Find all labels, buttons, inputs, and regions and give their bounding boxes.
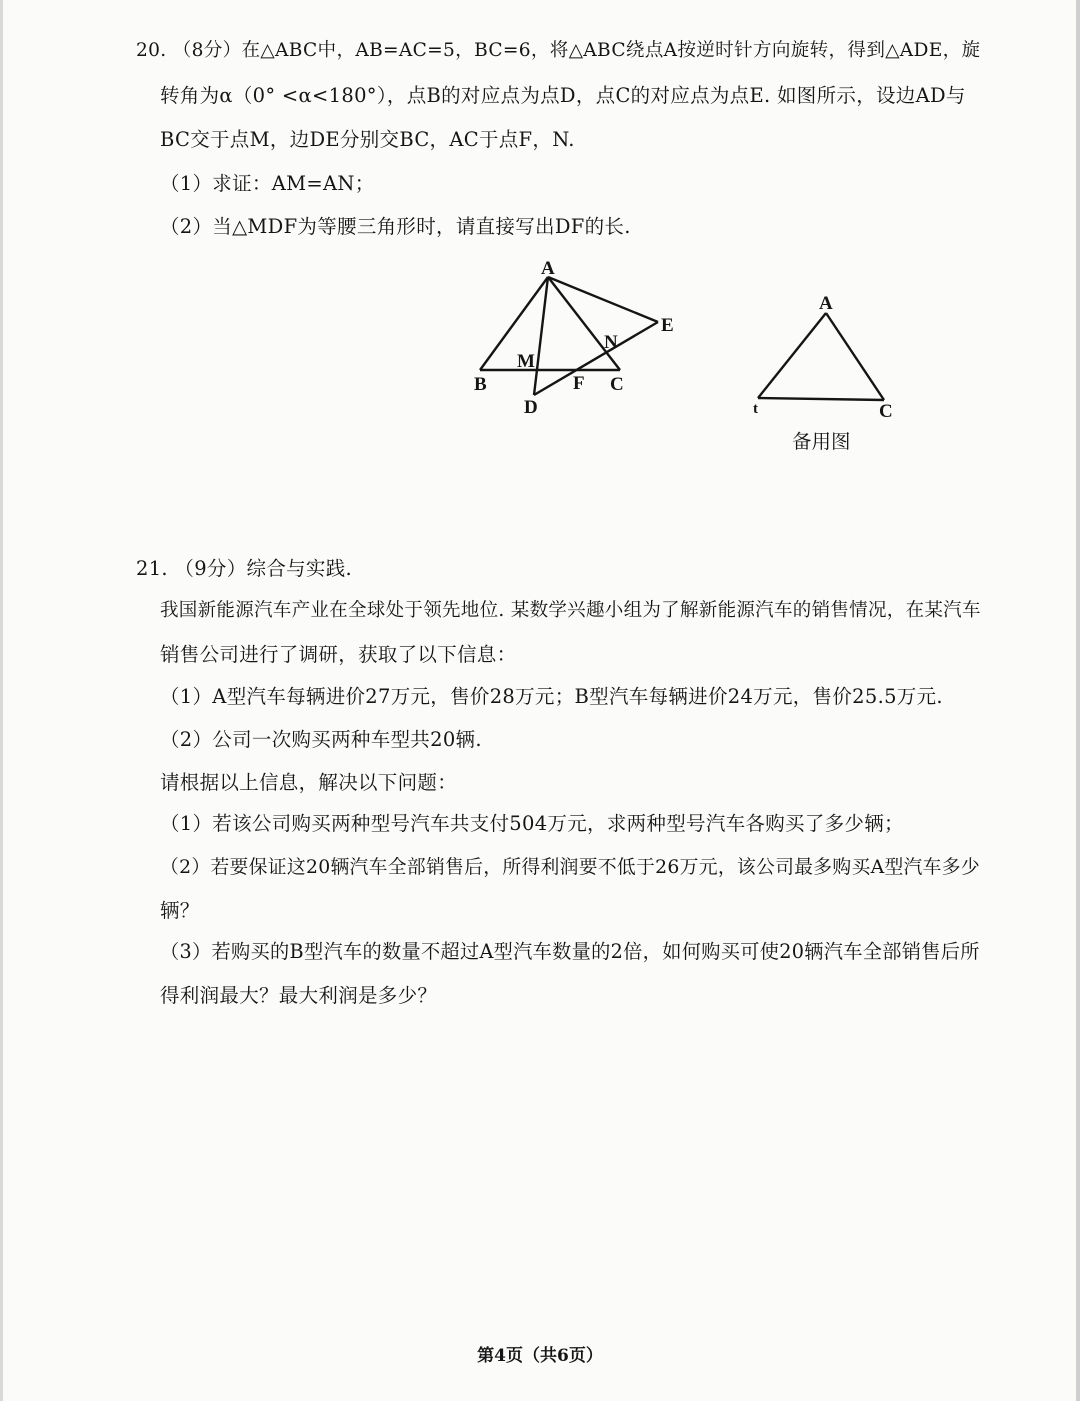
- q20-line-1: 20. （8分）在△ABC中，AB=AC=5，BC=6，将△ABC绕点A按逆时针方向旋转，得到△ADE，旋: [136, 40, 981, 61]
- spare-segment-bc: [758, 398, 884, 400]
- q20-line-3: BC交于点M，边DE分别交BC，AC于点F，N.: [160, 128, 575, 151]
- point-label-c: C: [610, 374, 624, 395]
- point-label-e: E: [661, 315, 674, 336]
- spare-label-a: A: [819, 293, 833, 314]
- page-edge-left: [0, 0, 3, 1401]
- q21-info-2: （2）公司一次购买两种车型共20辆.: [160, 728, 482, 751]
- spare-segment-ac: [826, 313, 884, 400]
- q21-info-1: （1）A型汽车每辆进价27万元，售价28万元；B型汽车每辆进价24万元，售价25.5万元.: [160, 685, 943, 708]
- q21-line-2: 我国新能源汽车产业在全球处于领先地位. 某数学兴趣小组为了解新能源汽车的销售情况，在某汽车: [160, 600, 981, 621]
- spare-label-c: C: [879, 401, 893, 420]
- q21-line-3: 销售公司进行了调研，获取了以下信息：: [160, 643, 517, 666]
- q21-task-3-line-2: 得利润最大？最大利润是多少？: [160, 984, 438, 1007]
- q21-task-2-line-2: 辆？: [160, 899, 200, 922]
- point-label-m: M: [517, 351, 535, 372]
- q21-task-2-line-1: （2）若要保证这20辆汽车全部销售后，所得利润要不低于26万元，该公司最多购买A型汽车多少: [160, 857, 980, 878]
- q20-part-2: （2）当△MDF为等腰三角形时，请直接写出DF的长.: [160, 215, 631, 238]
- point-label-n: N: [604, 332, 618, 353]
- page-number-footer: 第4页（共6页）: [477, 1346, 603, 1366]
- q20-line-2: 转角为α（0° <α<180°），点B的对应点为点D，点C的对应点为点E. 如图所示，设边AD与: [160, 84, 966, 107]
- page-edge-right: [1076, 0, 1080, 1401]
- q21-task-1: （1）若该公司购买两种型号汽车共支付504万元，求两种型号汽车各购买了多少辆；: [160, 812, 904, 835]
- rotation-figure: [470, 255, 690, 420]
- q21-prompt: 请根据以上信息，解决以下问题：: [160, 771, 458, 794]
- segment-de: [534, 322, 658, 395]
- q20-part-1: （1）求证：AM=AN；: [160, 172, 375, 195]
- point-label-d: D: [524, 397, 538, 418]
- q21-task-3-line-1: （3）若购买的B型汽车的数量不超过A型汽车数量的2倍，如何购买可使20辆汽车全部销售后所: [160, 940, 980, 963]
- point-label-b: B: [474, 374, 487, 395]
- spare-figure-caption: 备用图: [792, 430, 851, 453]
- spare-segment-ab: [758, 313, 826, 398]
- spare-label-b: t: [753, 401, 758, 417]
- point-label-a: A: [541, 258, 555, 279]
- q21-line-1: 21. （9分）综合与实践.: [136, 557, 353, 580]
- point-label-f: F: [573, 373, 585, 394]
- spare-figure: [745, 288, 905, 420]
